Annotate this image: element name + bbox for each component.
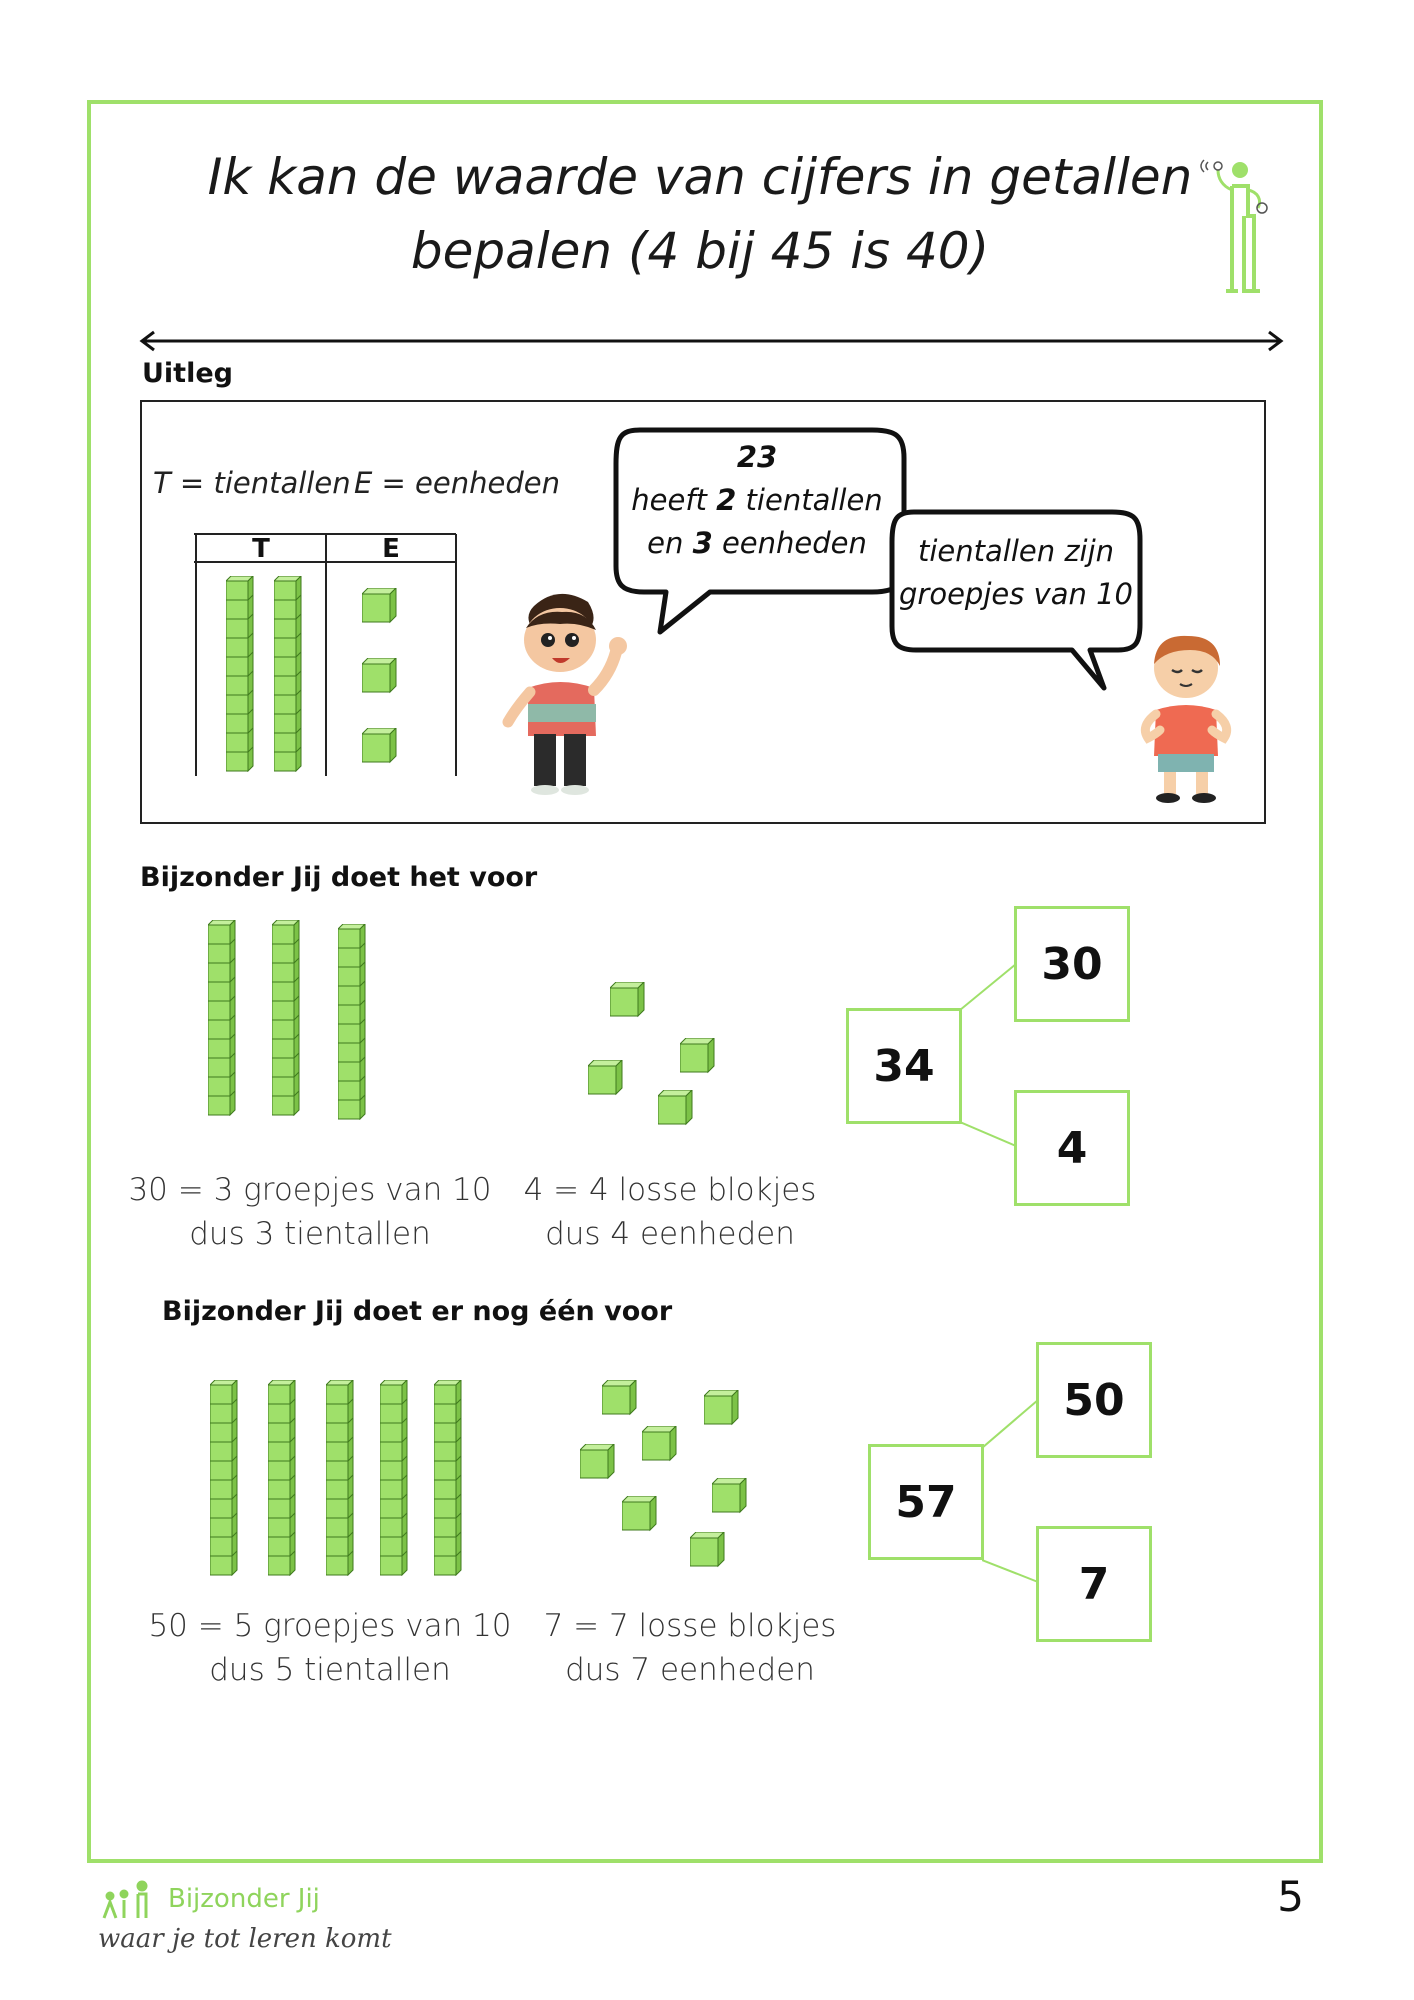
bubble-1-line-3: en 3 eenheden — [647, 526, 867, 560]
unit-cube — [610, 982, 646, 1018]
unit-cube — [622, 1496, 658, 1532]
stick-figure-icon — [1196, 156, 1286, 296]
double-arrow-divider — [138, 326, 1285, 356]
example-2-tens-box: 50 — [1036, 1342, 1152, 1458]
example-2-tens-caption-line-1: 50 = 5 groepjes van 10 — [148, 1608, 512, 1644]
example-1-ones-box: 4 — [1014, 1090, 1130, 1206]
bubble-1-number: 23 — [736, 440, 778, 474]
unit-cube — [680, 1038, 716, 1074]
bubble-2-line-1: tientallen zijn — [917, 534, 1115, 568]
unit-cube — [704, 1390, 740, 1426]
example-2-ones-caption — [510, 1604, 870, 1692]
example-1-heading: Bijzonder Jij doet het voor — [140, 862, 538, 893]
explanation-heading: Uitleg — [142, 358, 233, 389]
waving-boy-illustration — [498, 588, 648, 798]
ten-rod — [208, 920, 238, 1116]
unit-cube — [642, 1426, 678, 1462]
title-line-2: bepalen (4 bij 45 is 40) — [410, 222, 990, 280]
ten-rod — [338, 924, 368, 1120]
brand-name: Bijzonder Jij — [168, 1884, 320, 1914]
example-2-split-lines — [982, 1396, 1042, 1586]
unit-cube — [588, 1060, 624, 1096]
legend-tens: T = tientallen — [153, 466, 351, 500]
example-2-ones-caption-line-2: dus 7 eenheden — [565, 1652, 815, 1688]
example-1-tens-box: 30 — [1014, 906, 1130, 1022]
unit-cube — [580, 1444, 616, 1480]
ten-rod — [326, 1380, 356, 1576]
example-1-ones-caption — [490, 1168, 850, 1256]
bubble-2-line-2: groepjes van 10 — [899, 577, 1133, 611]
example-2-tens-caption-line-2: dus 5 tientallen — [209, 1652, 451, 1688]
unit-cube — [362, 588, 398, 624]
te-header-ones: E — [382, 534, 400, 564]
example-1-ones-caption-line-1: 4 = 4 losse blokjes — [523, 1172, 817, 1208]
bubble-2-text — [892, 530, 1140, 616]
ten-rod — [268, 1380, 298, 1576]
bubble-1-line-2: heeft 2 tientallen — [631, 483, 883, 517]
example-1-tens-caption-line-1: 30 = 3 groepjes van 10 — [128, 1172, 492, 1208]
example-2-ones-box: 7 — [1036, 1526, 1152, 1642]
ten-rod — [210, 1380, 240, 1576]
example-2-whole-box: 57 — [868, 1444, 984, 1560]
ten-rod — [272, 920, 302, 1116]
calm-boy-illustration — [1126, 626, 1246, 806]
page-number: 5 — [1277, 1872, 1304, 1921]
example-1-whole-box: 34 — [846, 1008, 962, 1124]
legend-ones: E = eenheden — [354, 466, 560, 500]
ten-rod — [274, 576, 304, 772]
unit-cube — [362, 658, 398, 694]
brand-tagline: waar je tot leren komt — [98, 1924, 392, 1954]
te-header-tens: T — [252, 534, 270, 564]
unit-cube — [690, 1532, 726, 1568]
unit-cube — [658, 1090, 694, 1126]
example-2-ones-caption-line-1: 7 = 7 losse blokjes — [543, 1608, 837, 1644]
unit-cube — [602, 1380, 638, 1416]
bubble-1-text — [616, 436, 898, 565]
ten-rod — [226, 576, 256, 772]
example-1-tens-caption — [120, 1168, 500, 1256]
page-title — [200, 140, 1200, 288]
example-1-tens-caption-line-2: dus 3 tientallen — [189, 1216, 431, 1252]
example-1-ones-caption-line-2: dus 4 eenheden — [545, 1216, 795, 1252]
title-line-1: Ik kan de waarde van cijfers in getallen — [207, 148, 1193, 206]
example-2-heading: Bijzonder Jij doet er nog één voor — [162, 1296, 673, 1327]
unit-cube — [362, 728, 398, 764]
example-1-split-lines — [960, 960, 1020, 1150]
ten-rod — [434, 1380, 464, 1576]
brand-logo-icon — [98, 1880, 168, 1920]
unit-cube — [712, 1478, 748, 1514]
ten-rod — [380, 1380, 410, 1576]
example-2-tens-caption — [140, 1604, 520, 1692]
